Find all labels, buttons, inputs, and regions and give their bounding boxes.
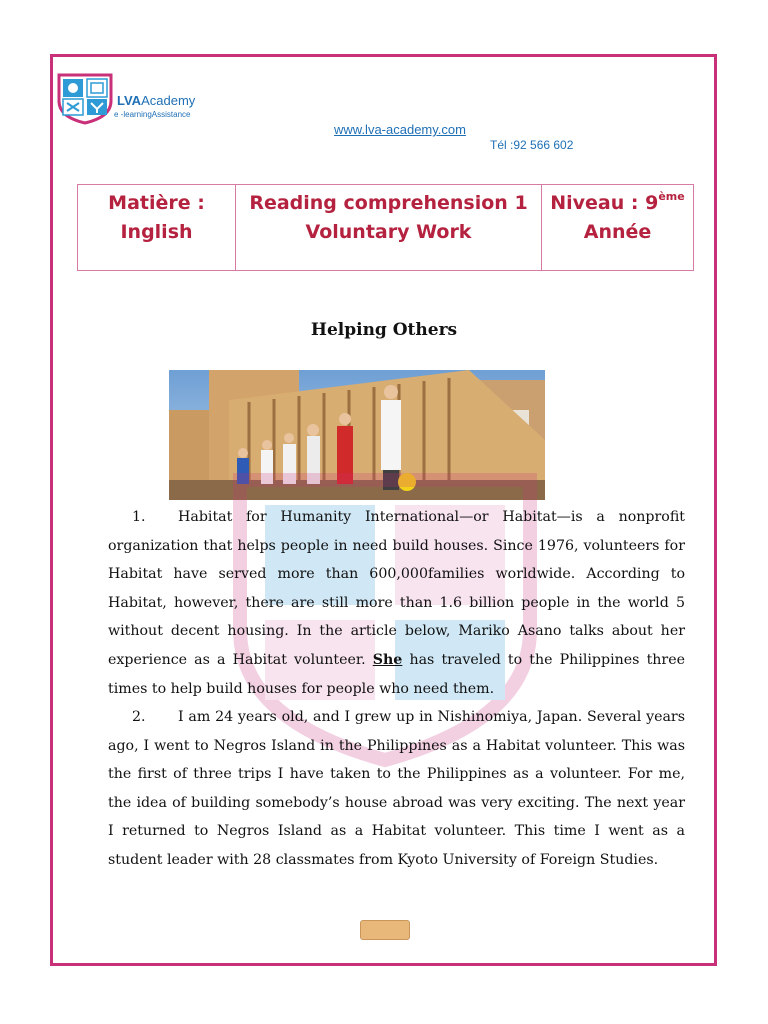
subject-cell: Matière : Inglish [78,185,236,271]
website-link[interactable]: www.lva-academy.com [334,122,466,137]
logo-tagline: e -learningAssistance [114,110,191,119]
telephone-number: Tél :92 566 602 [490,138,574,152]
logo-name: LVAAcademy [117,93,196,108]
highlighted-word: She [372,651,403,668]
page-number-box [360,920,410,940]
document-title: Helping Others [310,320,458,340]
paragraph-2: 2. I am 24 years old, and I grew up in Nishinomiya, Japan. Several years ago, I went to Negros Island in the Philippines as a Habitat volunteer. This was the first of three trips I have taken to the Philippines as a volunteer. For me, the idea of building somebody’s house abroad was very exciting. The next year I returned to Negros Island as a Habitat volunteer. This time I went as a student leader with 28 classmates from Kyoto University of Foreign Studies. [108,709,685,868]
header-table [77,184,694,271]
level-cell: Niveau : 9ème Année [542,185,694,271]
logo-shield-icon [55,71,115,125]
topic-cell: Reading comprehension 1 Voluntary Work [236,185,542,271]
paragraph-1: 1. Habitat for Humanity International—or Habitat—is a nonprofit organization that helps people in need build houses. Since 1976, volunteers for Habitat have served more than 600,000families worldwide. According to Habitat, however, there are still more than 1.6 billion people in the world 5 without decent housing. In the article below, Mariko Asano talks about her experience as a Habitat volunteer. She has traveled to the Philippines three times to help build houses for people who need them. [108,509,685,697]
